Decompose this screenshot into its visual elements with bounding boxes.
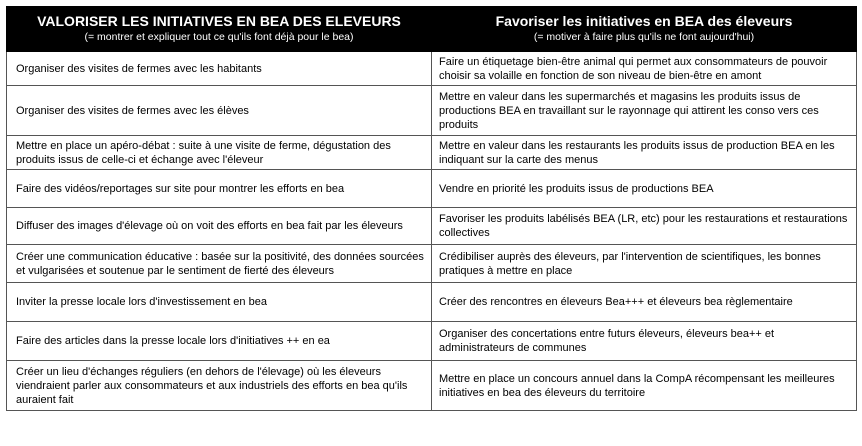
header-valoriser bbox=[7, 7, 432, 52]
cell-valoriser: Faire des articles dans la presse locale lors d'initiatives ++ en ea bbox=[7, 322, 432, 361]
header-valoriser-title: VALORISER LES INITIATIVES EN BEA DES ELEVEURS bbox=[37, 13, 401, 29]
table-header bbox=[7, 7, 857, 52]
document-page bbox=[6, 6, 856, 411]
cell-valoriser: Inviter la presse locale lors d'investissement en bea bbox=[7, 283, 432, 322]
table-row bbox=[7, 208, 857, 245]
header-favoriser-title: Favoriser les initiatives en BEA des éleveurs bbox=[495, 13, 793, 29]
initiatives-table bbox=[6, 6, 857, 411]
table-row bbox=[7, 136, 857, 170]
cell-favoriser: Mettre en valeur dans les supermarchés et magasins les produits issus de productions BEA en travaillant sur le rayonnage qui attirent les conso vers ces produits bbox=[432, 86, 857, 136]
header-favoriser bbox=[432, 7, 857, 52]
cell-valoriser: Mettre en place un apéro-débat : suite à une visite de ferme, dégustation des produits issus de celle-ci et échange avec l'éleveur bbox=[7, 136, 432, 170]
cell-favoriser: Mettre en place un concours annuel dans la CompA récompensant les meilleures initiatives en bea des éleveurs du territoire bbox=[432, 361, 857, 411]
cell-favoriser: Favoriser les produits labélisés BEA (LR, etc) pour les restaurations et restaurations collectives bbox=[432, 208, 857, 245]
table-row bbox=[7, 170, 857, 208]
cell-favoriser: Créer des rencontres en éleveurs Bea+++ et éleveurs bea règlementaire bbox=[432, 283, 857, 322]
table-row bbox=[7, 245, 857, 283]
cell-valoriser: Diffuser des images d'élevage où on voit des efforts en bea fait par les éleveurs bbox=[7, 208, 432, 245]
table-body bbox=[7, 52, 857, 411]
table-row bbox=[7, 86, 857, 136]
table-row bbox=[7, 283, 857, 322]
cell-valoriser: Organiser des visites de fermes avec les élèves bbox=[7, 86, 432, 136]
table-row bbox=[7, 361, 857, 411]
cell-favoriser: Vendre en priorité les produits issus de productions BEA bbox=[432, 170, 857, 208]
cell-valoriser: Créer un lieu d'échanges réguliers (en dehors de l'élevage) où les éleveurs viendraient parler aux consommateurs et aux industriels des efforts en bea qu'ils auraient fait bbox=[7, 361, 432, 411]
cell-favoriser: Mettre en valeur dans les restaurants les produits issus de production BEA en les indiquant sur la carte des menus bbox=[432, 136, 857, 170]
cell-valoriser: Faire des vidéos/reportages sur site pour montrer les efforts en bea bbox=[7, 170, 432, 208]
header-row bbox=[7, 7, 857, 52]
table-row bbox=[7, 52, 857, 86]
cell-favoriser: Organiser des concertations entre futurs éleveurs, éleveurs bea++ et administrateurs de communes bbox=[432, 322, 857, 361]
cell-favoriser: Crédibiliser auprès des éleveurs, par l'intervention de scientifiques, les bonnes pratiques à mettre en place bbox=[432, 245, 857, 283]
header-valoriser-subtitle: (= montrer et expliquer tout ce qu'ils font déjà pour le bea) bbox=[84, 31, 354, 43]
cell-valoriser: Organiser des visites de fermes avec les habitants bbox=[7, 52, 432, 86]
cell-favoriser: Faire un étiquetage bien-être animal qui permet aux consommateurs de pouvoir choisir sa volaille en fonction de son niveau de bien-être en amont bbox=[432, 52, 857, 86]
table-row bbox=[7, 322, 857, 361]
cell-valoriser: Créer une communication éducative : basée sur la positivité, des données sourcées et vulgarisées et soutenue par le sentiment de fierté des éleveurs bbox=[7, 245, 432, 283]
header-favoriser-subtitle: (= motiver à faire plus qu'ils ne font aujourd'hui) bbox=[533, 31, 755, 43]
